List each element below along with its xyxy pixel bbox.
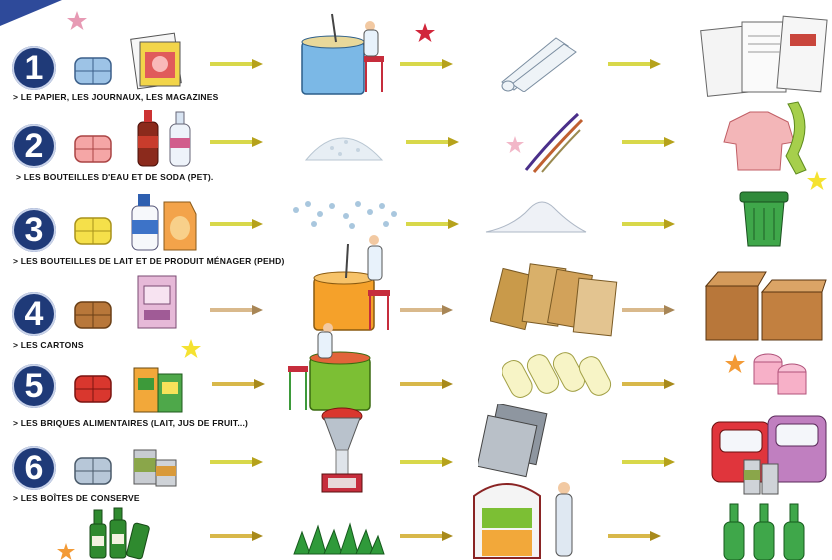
cereal-box-icon xyxy=(134,272,180,332)
arrow-icon xyxy=(606,58,662,70)
step-3-badge: 3 xyxy=(12,208,56,252)
arrow-icon xyxy=(208,456,264,468)
pellets-icon xyxy=(286,190,406,234)
arrow-icon xyxy=(208,58,264,70)
step-6-badge: 6 xyxy=(12,446,56,490)
paper-rolls-icon xyxy=(494,30,586,92)
arrow-icon xyxy=(620,304,676,316)
new-glass-bottles-icon xyxy=(720,500,810,560)
arrow-icon xyxy=(208,136,264,148)
step-1-caption: > LE PAPIER, LES JOURNAUX, LES MAGAZINES xyxy=(13,92,219,102)
step-2-caption: > LES BOUTEILLES D'EAU ET DE SODA (PET). xyxy=(16,172,214,182)
plastic-fibers-icon xyxy=(520,110,584,174)
red-star-icon xyxy=(414,22,436,44)
step-3-caption: > LES BOUTEILLES DE LAIT ET DE PRODUIT MÉNAGER (PEHD) xyxy=(13,256,285,266)
arrow-icon xyxy=(620,456,676,468)
paper-towel-rolls-icon xyxy=(502,346,614,402)
cardboard-sheets-icon xyxy=(490,262,622,342)
arrow-icon xyxy=(398,58,454,70)
arrow-icon xyxy=(398,456,454,468)
arrow-icon xyxy=(404,136,460,148)
orange-star-icon xyxy=(724,353,746,375)
arrow-icon xyxy=(620,218,676,230)
arrow-icon xyxy=(398,304,454,316)
brick-bale-icon xyxy=(72,370,114,406)
orange-vat-icon xyxy=(312,230,398,334)
green-vat-icon xyxy=(288,322,374,412)
arrow-icon xyxy=(404,218,460,230)
arrow-icon xyxy=(208,530,264,542)
corner-blue-ribbon xyxy=(0,0,70,30)
wine-bottles-icon xyxy=(86,506,162,560)
step-5-caption: > LES BRIQUES ALIMENTAIRES (LAIT, JUS DE FRUIT...) xyxy=(13,418,249,428)
orange-star-icon xyxy=(56,542,76,560)
arrow-icon xyxy=(620,136,676,148)
juice-cartons-icon xyxy=(132,360,186,414)
step-4-caption: > LES CARTONS xyxy=(13,340,84,350)
steel-sheets-icon xyxy=(478,404,550,478)
arrow-icon xyxy=(208,304,264,316)
yellow-star-icon xyxy=(180,338,202,360)
foundry-ladle-icon xyxy=(314,406,372,500)
step-1-badge: 1 xyxy=(12,46,56,90)
arrow-icon xyxy=(210,378,266,390)
sweater-scarf-icon xyxy=(716,96,812,176)
toilet-paper-icon xyxy=(750,344,812,398)
arrow-icon xyxy=(398,378,454,390)
step-5-badge: 5 xyxy=(12,364,56,408)
pulper-vat-icon xyxy=(296,12,392,98)
tin-cans-icon xyxy=(130,444,180,490)
cans-bale-icon xyxy=(72,452,114,488)
glass-cullet-icon xyxy=(290,514,386,558)
pet-bale-icon xyxy=(72,130,114,166)
suitcases-cans-icon xyxy=(708,406,830,502)
melted-plastic-icon xyxy=(484,196,588,236)
newspapers-icon xyxy=(700,14,828,100)
glass-furnace-icon xyxy=(470,472,586,560)
paper-bale-icon xyxy=(72,52,114,88)
cardboard-boxes-icon xyxy=(702,268,828,344)
plastic-flakes-icon xyxy=(302,120,386,166)
arrow-icon xyxy=(606,530,662,542)
magazines-icon xyxy=(128,32,190,90)
pehd-bale-icon xyxy=(72,212,114,248)
milk-detergent-bottles-icon xyxy=(128,188,200,254)
arrow-icon xyxy=(208,218,264,230)
green-bin-icon xyxy=(736,188,792,250)
pink-star-icon xyxy=(66,10,88,32)
plastic-bottles-icon xyxy=(132,106,196,168)
carton-bale-icon xyxy=(72,296,114,332)
arrow-icon xyxy=(620,378,676,390)
step-6-caption: > LES BOÎTES DE CONSERVE xyxy=(13,493,140,503)
step-4-badge: 4 xyxy=(12,292,56,336)
step-2-badge: 2 xyxy=(12,124,56,168)
arrow-icon xyxy=(398,530,454,542)
